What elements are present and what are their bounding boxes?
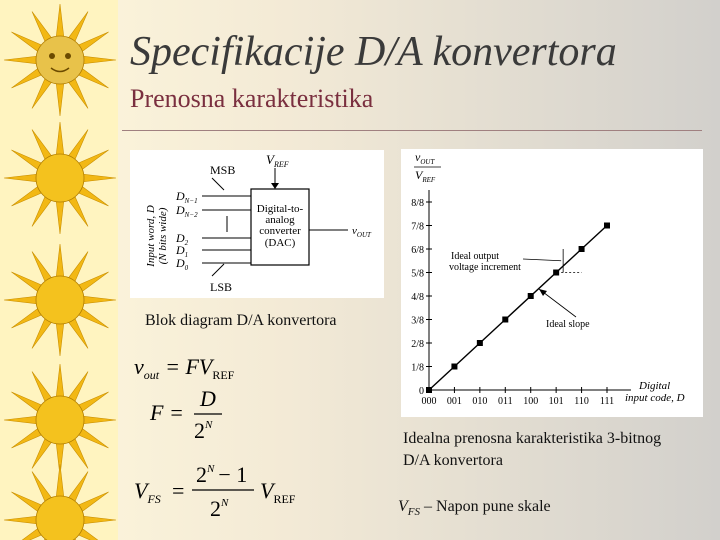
x-tick-label: 011 (497, 396, 513, 407)
equations (130, 348, 390, 538)
n-bits-label: (N bits wide) (157, 207, 169, 265)
y-tick-label: 7/8 (411, 221, 424, 233)
equation-vfs-equals: = (172, 478, 185, 503)
equation-vfs-lhs: $V_{FS}$ (134, 478, 161, 506)
x-axis-title-line-1: Digital (639, 380, 671, 392)
increment-arrow (523, 259, 561, 261)
slope-annotation: Ideal slope (546, 319, 590, 330)
input-bit-label: $D_2$ (176, 231, 189, 247)
y-tick-label: 3/8 (411, 315, 424, 327)
dac-box-line-1: Digital-to- (256, 203, 304, 215)
x-tick-label: 111 (599, 396, 615, 407)
sun-icon (4, 4, 116, 116)
msb-label: MSB (210, 163, 236, 177)
data-point (528, 293, 534, 299)
increment-annotation-line-1: Ideal output (451, 251, 500, 262)
input-bit-label: $D_1$ (176, 243, 189, 259)
vout-label: $v_{OUT}$ (352, 225, 371, 239)
x-axis-title-line-2: input code, D (625, 392, 685, 404)
data-point (553, 270, 559, 276)
input-word-label: Input word, D (145, 205, 157, 267)
data-point (451, 364, 457, 370)
data-point (426, 387, 432, 393)
sun-icon (4, 244, 116, 356)
x-tick-label: 000 (421, 396, 437, 407)
dac-box-line-3: converter (259, 225, 301, 237)
equation-vout: $v_{out} = FV_{REF}$ (134, 354, 235, 382)
y-tick-label: 8/8 (411, 198, 424, 209)
vref-label: $V_{REF}$ (266, 152, 289, 169)
sun-decorations (0, 0, 118, 540)
transfer-characteristic-graph (401, 149, 703, 417)
title-divider (122, 130, 702, 131)
data-point (502, 317, 508, 323)
y-tick-label: 0 (419, 386, 424, 397)
graph-caption-line-2: D/A konvertora (403, 452, 503, 469)
x-tick-label: 100 (523, 396, 539, 407)
x-tick-label: 010 (472, 396, 488, 407)
dac-box-line-4: (DAC) (264, 237, 296, 249)
increment-annotation-line-2: voltage increment (449, 262, 521, 273)
y-tick-label: 6/8 (411, 245, 424, 256)
y-tick-label: 2/8 (411, 339, 424, 350)
lsb-label: LSB (210, 280, 233, 294)
equation-vfs-numerator: $2^N - 1$ (196, 462, 248, 487)
input-bit-label: $D_{N-2}$ (176, 203, 198, 219)
y-tick-label: 5/8 (411, 268, 424, 280)
data-point (477, 340, 483, 346)
y-tick-label: 4/8 (411, 292, 424, 303)
y-axis-title: $v_{OUT}$ (415, 150, 435, 166)
y-tick-label: 1/8 (411, 362, 424, 374)
x-tick-label: 110 (574, 396, 589, 407)
sun-icon (4, 464, 116, 540)
equation-f-numerator: D (200, 386, 216, 411)
vfs-note: $V_{FS}$ – Napon pune skale (398, 498, 551, 519)
input-bit-label: $D_{N-1}$ (176, 189, 198, 205)
dac-block-diagram (130, 150, 384, 298)
equation-vfs-denominator: $2^N$ (210, 496, 229, 521)
x-tick-label: 101 (548, 396, 564, 407)
sun-icon (4, 364, 116, 476)
equation-f-lhs: F = (150, 400, 184, 425)
data-point (579, 246, 585, 252)
y-axis-title-denominator: $V_{REF}$ (415, 168, 436, 184)
input-bit-label: $D_0$ (176, 256, 189, 272)
x-tick-label: 001 (446, 396, 462, 407)
data-point (604, 223, 610, 229)
equation-vfs-rhs: $V_{REF}$ (260, 478, 296, 506)
dac-box-line-2: analog (265, 214, 295, 226)
sun-icon (4, 122, 116, 234)
graph-caption-line-1: Idealna prenosna karakteristika 3-bitnog (403, 430, 662, 447)
block-diagram-caption: Blok diagram D/A konvertora (145, 312, 337, 329)
slide-title: Specifikacije D/A konvertora (130, 29, 617, 75)
equation-f-denominator: $2^N$ (194, 418, 213, 443)
slide-subtitle: Prenosna karakteristika (130, 84, 374, 113)
